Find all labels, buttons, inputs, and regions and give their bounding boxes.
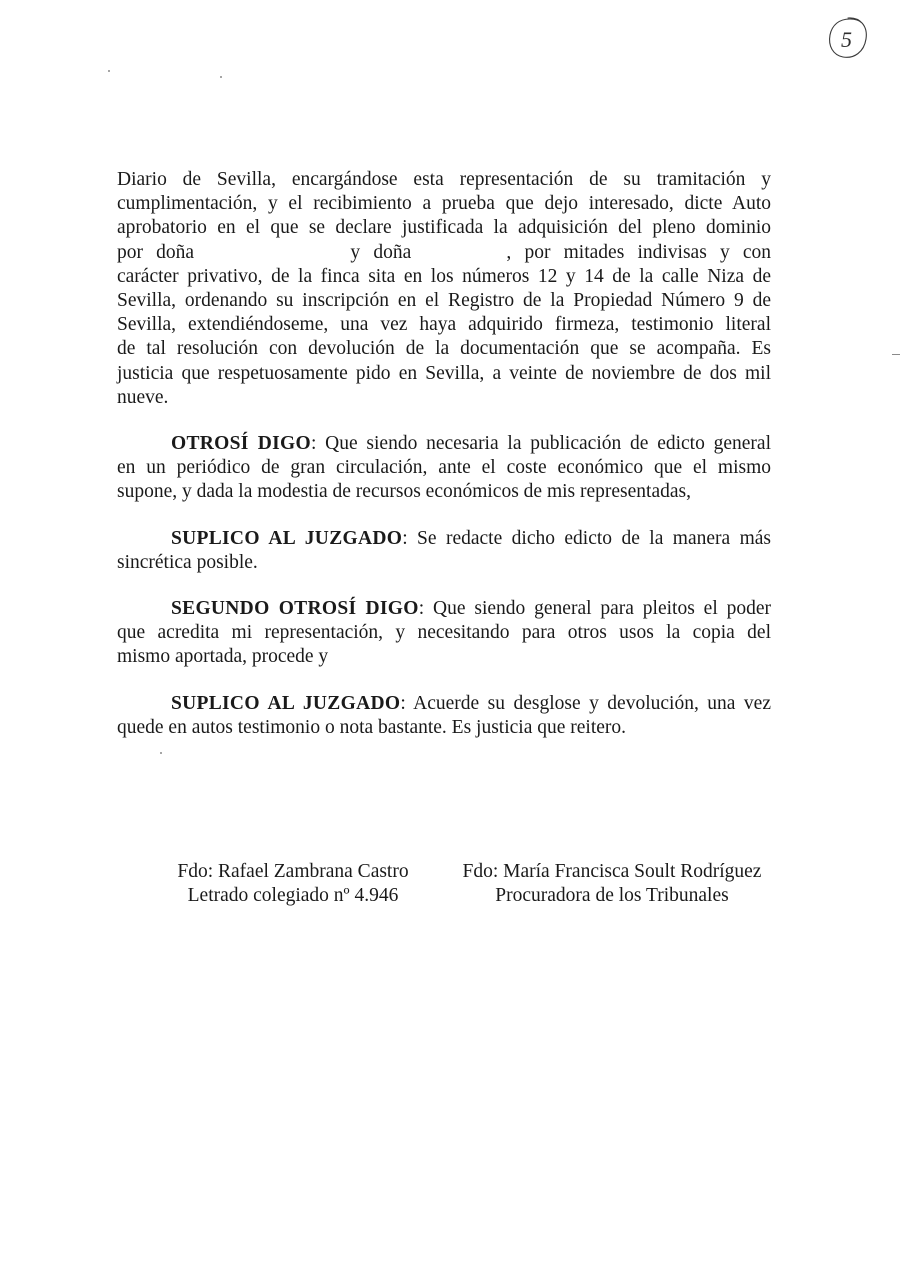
- redacted-name: [424, 241, 506, 265]
- text-line: Diario de Sevilla, encargándose esta representación de su tramitación y: [117, 169, 771, 190]
- scan-speck: [892, 354, 900, 355]
- text-line-with-redactions: [117, 241, 771, 265]
- text-line: que acredita mi representación, y necesitando para otros usos la copia del: [117, 622, 771, 644]
- procurator-signature: [450, 860, 774, 908]
- text-line: [117, 597, 771, 621]
- text-line: carácter privativo, de la finca sita en los números 12 y 14 de la calle Niza de: [117, 265, 771, 287]
- text-line: supone, y dada la modestia de recursos económicos de mis representadas,: [117, 481, 691, 503]
- text-fragment: , por mitades indivisas y con: [506, 241, 772, 263]
- text-line: quede en autos testimonio o nota bastante. Es justicia que reitero.: [117, 716, 627, 738]
- paragraph-suplico-2: [117, 692, 771, 740]
- lawyer-role: Letrado colegiado nº 4.946: [187, 885, 399, 907]
- paragraph-segundo-otrosi: [117, 597, 771, 670]
- procurator-role: Procuradora de los Tribunales: [495, 885, 729, 907]
- text-line: cumplimentación, y el recibimiento a prueba que dejo interesado, dicte Auto: [117, 193, 771, 215]
- text-line: nueve.: [117, 386, 169, 408]
- procurator-name: Fdo: María Francisca Soult Rodríguez: [462, 861, 762, 882]
- text-fragment: y doña: [350, 241, 412, 263]
- text-line: aprobatorio en el que se declare justificada la adquisición del pleno dominio: [117, 217, 771, 239]
- text-line: de tal resolución con devolución de la documentación que se acompaña. Es: [117, 338, 771, 360]
- paragraph-request: [117, 168, 771, 410]
- document-body: [117, 168, 771, 740]
- redacted-name: [207, 241, 337, 265]
- svg-text:5: 5: [841, 27, 852, 52]
- paragraph-gap: [117, 670, 771, 692]
- lawyer-name: Fdo: Rafael Zambrana Castro: [177, 861, 409, 882]
- paragraph-gap: [117, 410, 771, 432]
- paragraph-otrosi: [117, 432, 771, 505]
- text-line: Sevilla, ordenando su inscripción en el Registro de la Propiedad Número 9 de: [117, 290, 771, 312]
- text-line: [117, 432, 771, 456]
- text-line: justicia que respetuosamente pido en Sevilla, a veinte de noviembre de dos mil: [117, 362, 771, 384]
- text-fragment: : Que siendo necesaria la publicación de edicto general: [310, 433, 771, 455]
- paragraph-suplico-1: [117, 527, 771, 575]
- section-heading: SEGUNDO OTROSÍ DIGO: [171, 598, 419, 620]
- text-fragment: : Acuerde su desglose y devolución, una vez: [400, 692, 771, 714]
- section-heading: OTROSÍ DIGO: [171, 433, 311, 455]
- text-fragment: : Se redacte dicho edicto de la manera más: [402, 527, 771, 549]
- paragraph-gap: [117, 505, 771, 527]
- section-heading: SUPLICO AL JUZGADO: [171, 527, 403, 549]
- text-line: en un periódico de gran circulación, ante el coste económico que el mismo: [117, 457, 771, 479]
- text-fragment: por doña: [117, 241, 195, 263]
- lawyer-signature: [168, 860, 418, 908]
- circled-number-mark: [826, 14, 870, 62]
- handwritten-page-number: [826, 14, 870, 62]
- paragraph-gap: [117, 575, 771, 597]
- text-line: [117, 692, 771, 716]
- scan-speck: [220, 76, 222, 78]
- text-line: [117, 527, 771, 551]
- text-line: Sevilla, extendiéndoseme, una vez haya adquirido firmeza, testimonio literal: [117, 314, 771, 336]
- text-fragment: : Que siendo general para pleitos el poder: [418, 598, 772, 620]
- scan-speck: [108, 70, 110, 72]
- section-heading: SUPLICO AL JUZGADO: [171, 692, 401, 714]
- text-line: mismo aportada, procede y: [117, 646, 329, 668]
- scan-speck: [160, 752, 162, 754]
- text-line: sincrética posible.: [117, 551, 258, 573]
